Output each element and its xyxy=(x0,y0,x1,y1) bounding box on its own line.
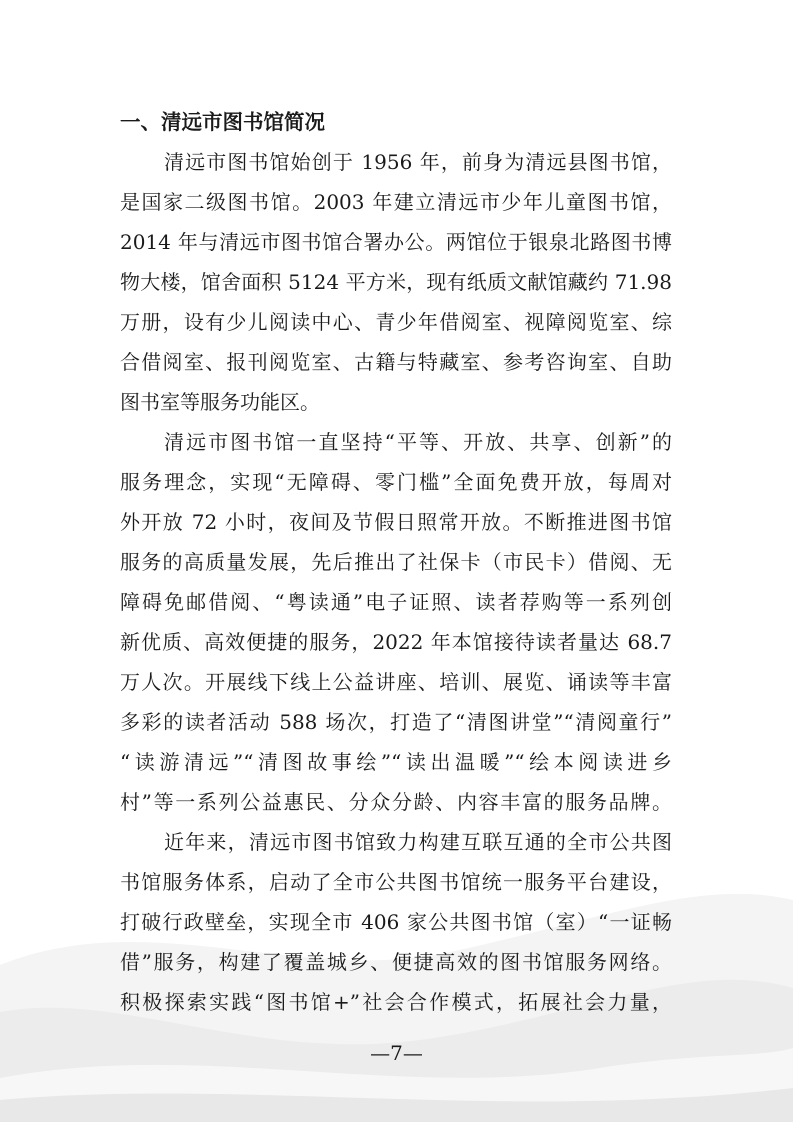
text-line: 物大楼，馆舍面积 5124 平方米，现有纸质文献馆藏约 71.98 xyxy=(120,270,672,294)
text-line: 积极探索实践“图书馆+”社会合作模式，拓展社会力量， xyxy=(120,990,672,1014)
text-line: 书馆服务体系，启动了全市公共图书馆统一服务平台建设， xyxy=(120,870,672,894)
text-line: 图书室等服务功能区。 xyxy=(120,390,320,414)
text-line: 服务理念，实现“无障碍、零门槛”全面免费开放，每周对 xyxy=(120,470,672,494)
text-line: 借”服务，构建了覆盖城乡、便捷高效的图书馆服务网络。 xyxy=(120,950,672,974)
document-body xyxy=(120,102,672,1022)
text-line: 近年来，清远市图书馆致力构建互联互通的全市公共图 xyxy=(164,830,672,854)
text-line: 清远市图书馆始创于 1956 年，前身为清远县图书馆， xyxy=(164,150,672,174)
paragraph xyxy=(120,422,672,822)
text-line: 打破行政壁垒，实现全市 406 家公共图书馆（室）“一证畅 xyxy=(120,910,672,934)
page-number: —7— xyxy=(370,1041,423,1065)
text-line: “读游清远”“清图故事绘”“读出温暖”“绘本阅读进乡 xyxy=(120,750,672,774)
text-line: 万人次。开展线下线上公益讲座、培训、展览、诵读等丰富 xyxy=(120,670,672,694)
text-line: 外开放 72 小时，夜间及节假日照常开放。不断推进图书馆 xyxy=(120,510,672,534)
text-line: 新优质、高效便捷的服务，2022 年本馆接待读者量达 68.7 xyxy=(120,630,672,654)
text-line: 是国家二级图书馆。2003 年建立清远市少年儿童图书馆， xyxy=(120,190,672,214)
text-line: 服务的高质量发展，先后推出了社保卡（市民卡）借阅、无 xyxy=(120,550,672,574)
text-line: 村”等一系列公益惠民、分众分龄、内容丰富的服务品牌。 xyxy=(120,790,672,814)
text-line: 合借阅室、报刊阅览室、古籍与特藏室、参考咨询室、自助 xyxy=(120,350,672,374)
section-heading: 一、清远市图书馆简况 xyxy=(120,110,325,134)
text-line: 万册，设有少儿阅读中心、青少年借阅室、视障阅览室、综 xyxy=(120,310,672,334)
text-line: 2014 年与清远市图书馆合署办公。两馆位于银泉北路图书博 xyxy=(120,230,672,254)
paragraph xyxy=(120,822,672,1022)
paragraph xyxy=(120,142,672,422)
text-line: 障碍免邮借阅、“粤读通”电子证照、读者荐购等一系列创 xyxy=(120,590,672,614)
text-line: 多彩的读者活动 588 场次，打造了“清图讲堂”“清阅童行” xyxy=(120,710,672,734)
text-line: 清远市图书馆一直坚持“平等、开放、共享、创新”的 xyxy=(164,430,672,454)
